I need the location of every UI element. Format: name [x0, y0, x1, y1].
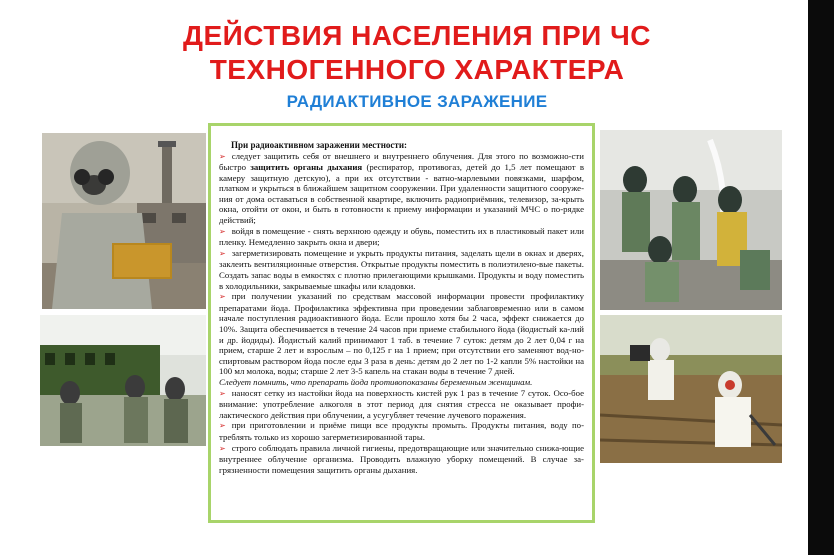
iodine-warning-note: Следует помнить, что препарать йода противопоказаны беременным женщинам.	[219, 376, 533, 387]
instruction-item: ➢ при приготовлении и приёме пищи все продукты промыть. Продукты питания, воду по-треблять только из хорошо загерметизированной тары.	[219, 420, 584, 442]
arrow-bullet-icon: ➢	[219, 421, 226, 431]
page-title-line2: ТЕХНОГЕННОГО ХАРАКТЕРА	[209, 54, 625, 85]
bottom-border	[0, 538, 808, 555]
instruction-item: ➢ загерметизировать помещение и укрыть продукты питания, заделать щели в окнах и дверях, заклеить вентиляционные отверстия. Открытые продукты поместить в полиэтилено-вые пакеты. Создать запас воды в емкостях с плотно прилегающими крышками. Продукты и воду поместить в холодильники, закрываемые шкафы или кладовки.	[219, 247, 584, 291]
arrow-bullet-icon: ➢	[219, 226, 226, 236]
instruction-item: ➢ при получении указаний по средствам массовой информации провести профилактику препаратами йода. Профилактика эффективна при проведении заблаговременно или в самом начале поступления радиоактивного йода. Если прошло хотя бы 2 часа, эффект снижается до 10%. Защита обеспечивается в течение 24 часов при приеме стабильного йода (йодистый ка-лий и др. йодиды). Йодистый калий принимают 1 таб. в течение 7 суток: детям до 2 лет 0,04 г на прием, старше 2 лет и взрослым – по 0,125 г на 1 прием; при отсутствии его заменяют вод-но-спиртовым раствором йода после еды 3 раза в день: детям до 2 лет по 1-2 капли 5% настойки на 100 мл молока, воды; старше 2 лет 3-5 капель на стакан воды в течение 7 дней.	[219, 291, 584, 377]
arrow-bullet-icon: ➢	[219, 248, 226, 258]
arrow-bullet-icon: ➢	[219, 388, 226, 398]
instruction-item: ➢ строго соблюдать правила личной гигиены, предотвращающие или значительно снижа-ющие внутреннее облучение организма. Проводить влажную уборку помещений. В случае за-грязненности помещения защитить органы дыхания.	[219, 442, 584, 475]
arrow-bullet-icon: ➢	[219, 292, 226, 302]
photo-soldiers-train	[40, 315, 206, 446]
photo-decontamination	[600, 130, 782, 310]
arrow-bullet-icon: ➢	[219, 151, 226, 161]
photo-gas-mask-worker	[42, 133, 206, 309]
instruction-item: ➢ следует защитить себя от внешнего и внутреннего облучения. Для этого по возможно-сти быстро защитить органы дыхания (респиратор, противогаз, детей до 1,5 лет помещают в камеру защитную детскую), а при их отсутствии - ватно-марлевыми повязками, шарфом, платком и укрыться в ближайшем защитном сооружении. При удаленности защитного сооруже-ния от дома оставаться в собственной квартире, включить радиоприёмник, телевизор, за-крыть окна, отойти от окон, и быть в готовности к приему информации и указаний МЧС о по-рядке действий;	[219, 150, 584, 226]
instruction-item: ➢ войдя в помещение - снять верхнюю одежду и обувь, поместить их в пластиковый пакет или пленку. Немедленно закрыть окна и двери;	[219, 225, 584, 248]
arrow-bullet-icon: ➢	[219, 443, 226, 453]
page-title-line1: ДЕЙСТВИЯ НАСЕЛЕНИЯ ПРИ ЧС	[183, 20, 651, 51]
page-subtitle: РАДИАКТИВНОЕ ЗАРАЖЕНИЕ	[286, 92, 548, 111]
instructions-heading: При радиоактивном заражении местности:	[231, 140, 407, 150]
instruction-item: ➢ наносят сетку из настойки йода на поверхность кистей рук 1 раз в течение 7 суток. Осо-бое внимание: употребление алкоголя в этот период для снятия стресса не оказывает профи-лактического действия при облучении, а усугубляет течение лучевого поражения.	[219, 387, 584, 420]
photo-field-measurement	[600, 315, 782, 463]
instructions-panel	[208, 123, 595, 523]
